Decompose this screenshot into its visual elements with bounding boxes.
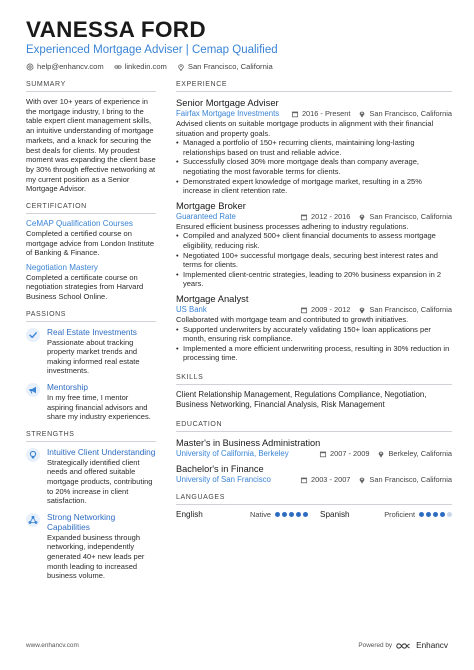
degree-title: Bachelor's in Finance — [176, 463, 264, 474]
candidate-tagline: Experienced Mortgage Adviser | Cemap Qualified — [26, 44, 278, 56]
job-bullet: • Successfully closed 30% more mortgage deals than company average, negotiating the most favorable terms for clients. — [176, 157, 452, 176]
passion-desc: Passionate about tracking property market trends and making informed real estate investments. — [47, 337, 140, 376]
cert-desc: Completed a certificate course on negotiation strategies from Harvard Business School Online. — [26, 272, 144, 301]
candidate-name: VANESSA FORD — [26, 17, 206, 42]
language-level: Proficient — [384, 509, 415, 519]
job-bullets — [176, 231, 452, 289]
rating-dot — [275, 512, 280, 517]
edu-dates: 2007 - 2009 — [330, 448, 370, 458]
rating-dot — [433, 512, 438, 517]
location-pin-icon — [358, 306, 366, 314]
language-level: Native — [250, 509, 271, 519]
language-rating — [419, 512, 452, 517]
skills-section — [176, 373, 452, 410]
section-title-experience: EXPERIENCE — [176, 80, 452, 92]
job-bullets — [176, 325, 452, 363]
rating-dot — [282, 512, 287, 517]
rating-dot — [447, 512, 452, 517]
job-entry — [176, 97, 452, 196]
section-title-certification: CERTIFICATION — [26, 202, 156, 214]
edu-dates: 2003 - 2007 — [310, 474, 351, 484]
location-pin-icon — [358, 110, 366, 118]
location-pin-icon — [377, 450, 385, 458]
school-name: University of San Francisco — [176, 474, 271, 484]
footer-powered-label: Powered by — [358, 642, 393, 649]
job-dates: 2012 - 2016 — [310, 211, 351, 221]
job-location: San Francisco, California — [369, 304, 452, 314]
section-title-skills: SKILLS — [176, 373, 452, 385]
job-location: San Francisco, California — [369, 109, 452, 118]
cert-title: CeMAP Qualification Courses — [26, 219, 133, 229]
job-description: Ensured efficient business processes adhering to industry regulations. — [176, 221, 409, 231]
calendar-icon — [300, 213, 308, 221]
passion-item — [26, 382, 156, 422]
job-bullet: • Supported underwriters by accurately validating 150+ loan applications per month, ensuring risk compliance. — [176, 325, 452, 344]
cert-desc: Completed a certified course on mortgage advice from London Institute of Banking & Finance. — [26, 229, 154, 258]
rating-dot — [440, 512, 445, 517]
job-entry — [176, 293, 452, 363]
cert-item — [26, 219, 156, 258]
footer-url[interactable]: www.enhancv.com — [26, 642, 79, 649]
job-bullet: • Compiled and analyzed 500+ client financial documents to assess mortgage eligibility, reducing risk. — [176, 231, 452, 250]
languages-section — [176, 493, 452, 519]
language-rating — [275, 512, 308, 517]
at-icon — [26, 63, 34, 71]
job-description: Collaborated with mortgage team and contributed to growth initiatives. — [176, 314, 409, 324]
location-pin-icon — [177, 63, 185, 71]
contact-bar — [26, 62, 454, 71]
page-footer — [26, 641, 448, 650]
degree-title: Master's in Business Administration — [176, 437, 321, 448]
contact-email-text: help@enhancv.com — [37, 62, 104, 71]
job-company: US Bank — [176, 304, 207, 314]
strength-desc: Strategically identified client needs and offered suitable mortgage products, contributing to 20% increase in client satisfaction. — [47, 457, 153, 506]
footer-brand — [358, 641, 448, 650]
strength-title: Strong Networking Capabilities — [47, 511, 116, 532]
education-section — [176, 420, 452, 485]
megaphone-icon — [26, 383, 40, 397]
job-bullet: • Implemented client-centric strategies, leading to 20% business expansion in 2 years. — [176, 270, 452, 289]
language-name: English — [176, 509, 203, 519]
passion-title: Real Estate Investments — [47, 326, 137, 337]
education-entry — [176, 437, 452, 459]
job-bullet: • Implemented a more efficient underwriting process, resulting in 30% reduction in processing time. — [176, 344, 452, 363]
section-title-education: EDUCATION — [176, 420, 452, 432]
contact-location — [177, 62, 273, 71]
strengths-section — [26, 430, 156, 581]
link-icon — [114, 63, 122, 71]
calendar-icon — [300, 476, 308, 484]
certification-section — [26, 202, 156, 302]
passion-item — [26, 327, 156, 376]
cert-title: Negotiation Mastery — [26, 262, 98, 272]
right-column — [176, 80, 452, 519]
rating-dot — [303, 512, 308, 517]
skills-line: Client Relationship Management, Regulations Compliance, Negotiation, — [176, 389, 427, 399]
strength-item — [26, 512, 156, 581]
strength-desc: Expanded business through networking, independently generated 40+ new leads per month leading to increased business volume. — [47, 532, 145, 581]
passion-title: Mentorship — [47, 381, 89, 392]
job-title: Senior Mortgage Adviser — [176, 97, 279, 108]
calendar-icon — [291, 110, 299, 118]
job-company: Guaranteed Rate — [176, 211, 236, 221]
section-title-summary: SUMMARY — [26, 80, 156, 92]
job-dates: 2016 - Present — [301, 109, 351, 118]
network-icon — [26, 513, 40, 527]
calendar-icon — [300, 306, 308, 314]
contact-location-text: San Francisco, California — [187, 62, 273, 71]
job-bullet: • Negotiated 100+ successful mortgage deals, securing best interest rates and terms for clients. — [176, 251, 452, 270]
footer-brand-name: Enhancv — [416, 641, 448, 650]
job-bullet: • Demonstrated expert knowledge of mortgage market, resulting in a 25% increase in client retention rate. — [176, 177, 452, 196]
summary-text: With over 10+ years of experience in the mortgage industry, I bring to the table expert client management skills, an intuitive understanding of mortgage markets, and a knack for securing the best deals for clients. My proudest moment was expanding the client base by 30% through effective networking at my current position as a Senior Mortgage Advisor. — [26, 97, 156, 194]
section-title-passions: PASSIONS — [26, 310, 156, 322]
summary-section — [26, 80, 156, 194]
language-name: Spanish — [320, 509, 350, 519]
job-title: Mortgage Analyst — [176, 292, 249, 304]
left-column — [26, 80, 156, 581]
passions-section — [26, 310, 156, 422]
job-title: Mortgage Broker — [176, 199, 246, 211]
contact-email[interactable] — [26, 62, 104, 71]
job-company: Fairfax Mortgage Investments — [176, 109, 280, 118]
lightbulb-icon — [26, 448, 40, 462]
edu-location: San Francisco, California — [369, 474, 452, 484]
experience-section — [176, 80, 452, 363]
location-pin-icon — [358, 213, 366, 221]
job-bullets — [176, 138, 452, 196]
language-item — [176, 510, 308, 519]
contact-linkedin[interactable] — [114, 62, 167, 71]
cert-item — [26, 263, 156, 302]
section-title-strengths: STRENGTHS — [26, 430, 156, 442]
job-bullet: • Managed a portfolio of 150+ recurring clients, maintaining long-lasting relationships based on trust and reliable advice. — [176, 138, 452, 157]
enhancv-logo-icon — [396, 642, 412, 650]
rating-dot — [426, 512, 431, 517]
education-entry — [176, 463, 452, 485]
job-entry — [176, 200, 452, 289]
language-item — [320, 510, 452, 519]
skills-line: Business Networking, Financial Analysis, Risk Management — [176, 399, 385, 409]
job-description: Advised clients on suitable mortgage products in alignment with their financial situation and property goals. — [176, 119, 434, 138]
location-pin-icon — [358, 476, 366, 484]
strength-title: Intuitive Client Understanding — [47, 446, 156, 457]
rating-dot — [289, 512, 294, 517]
calendar-icon — [319, 450, 327, 458]
section-title-languages: LANGUAGES — [176, 493, 452, 505]
passion-desc: In my free time, I mentor aspiring financial advisors and share my industry experiences. — [47, 392, 151, 422]
job-dates: 2009 - 2012 — [310, 304, 351, 314]
check-shield-icon — [26, 328, 40, 342]
rating-dot — [419, 512, 424, 517]
school-name: University of California, Berkeley — [176, 448, 289, 458]
edu-location: Berkeley, California — [388, 448, 452, 458]
strength-item — [26, 447, 156, 506]
rating-dot — [296, 512, 301, 517]
contact-linkedin-text: linkedin.com — [124, 62, 167, 71]
job-location: San Francisco, California — [369, 211, 452, 221]
resume-header — [26, 18, 454, 71]
